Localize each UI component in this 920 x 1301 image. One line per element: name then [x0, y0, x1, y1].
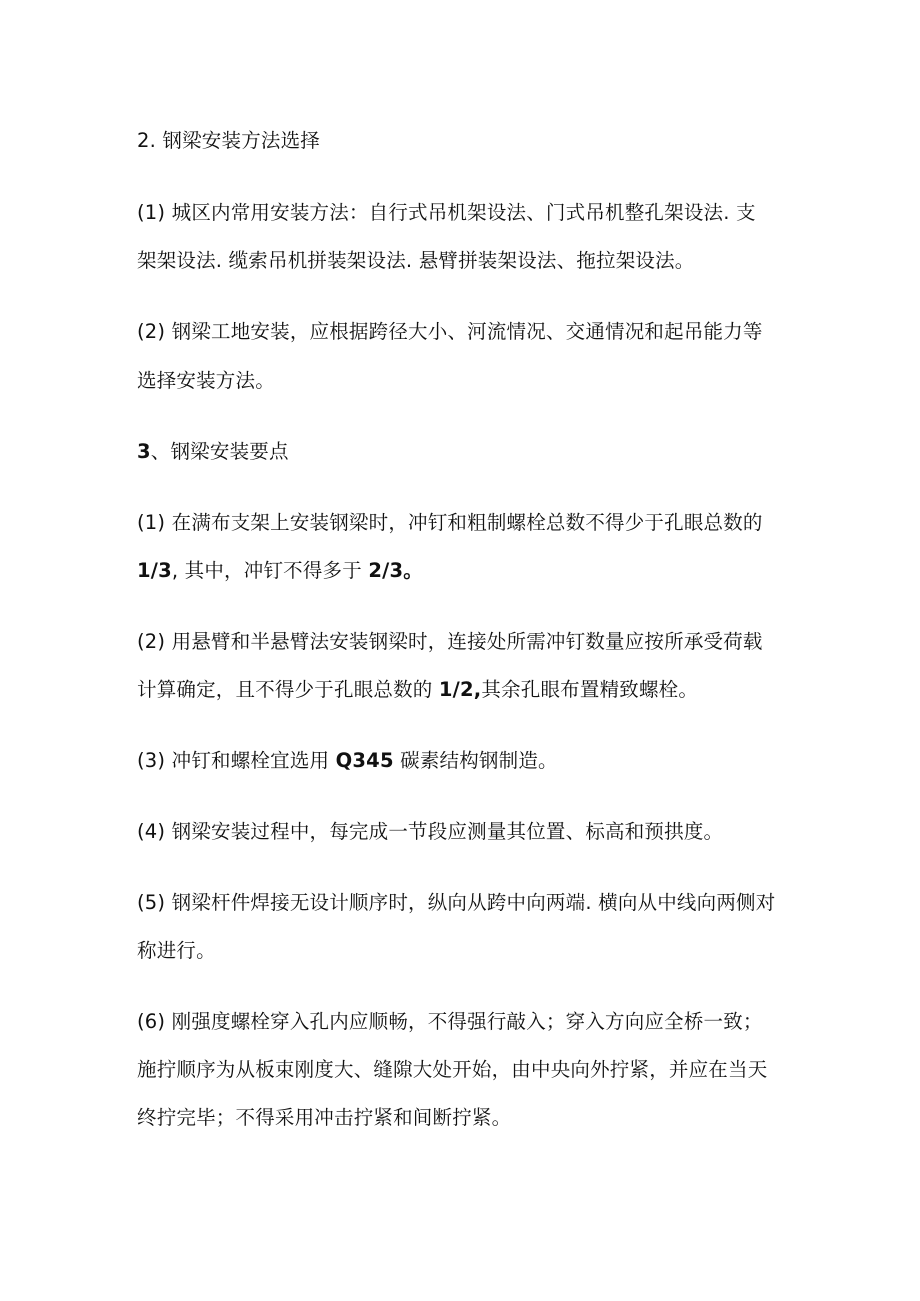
- paragraph-1-line-2: 架架设法. 缆索吊机拼装架设法. 悬臂拼装架设法、拖拉架设法。: [137, 249, 695, 272]
- point-1-line-2: [137, 557, 797, 585]
- fraction-two-thirds: 2/3。: [368, 559, 423, 582]
- paragraph-1-line-1: (1) 城区内常用安装方法：自行式吊机架设法、门式吊机整孔架设法. 支: [137, 201, 756, 224]
- point-6-line-3: 终拧完毕；不得采用冲击拧紧和间断拧紧。: [137, 1106, 512, 1129]
- steel-grade: Q345: [335, 749, 394, 772]
- point-1-text: , 其中，冲钉不得多于: [171, 559, 369, 582]
- point-2-line-1: (2) 用悬臂和半悬臂法安装钢梁时，连接处所需冲钉数量应按所承受荷载: [137, 630, 763, 653]
- section-title: 、钢梁安装要点: [150, 440, 289, 463]
- point-5-line-2: 称进行。: [137, 939, 216, 962]
- point-6-line-1: (6) 刚强度螺栓穿入孔内应顺畅，不得强行敲入；穿入方向应全桥一致；: [137, 1010, 763, 1033]
- paragraph-2-line-2: 选择安装方法。: [137, 369, 275, 392]
- section-heading-3: [137, 438, 797, 466]
- point-2-text-b: 其余孔眼布置精致螺栓。: [481, 678, 699, 701]
- point-4: (4) 钢梁安装过程中，每完成一节段应测量其位置、标高和预拱度。: [137, 820, 724, 843]
- point-1-line-1: (1) 在满布支架上安装钢梁时，冲钉和粗制螺栓总数不得少于孔眼总数的: [137, 511, 763, 534]
- section-heading-2: 2. 钢梁安装方法选择: [137, 129, 321, 152]
- point-2-line-2: [137, 676, 797, 704]
- fraction-one-third: 1/3: [137, 559, 172, 582]
- point-3-text-b: 碳素结构钢制造。: [393, 749, 558, 772]
- point-5-line-1: (5) 钢梁杆件焊接无设计顺序时，纵向从跨中向两端. 横向从中线向两侧对: [137, 891, 776, 914]
- paragraph-2-line-1: (2) 钢梁工地安装，应根据跨径大小、河流情况、交通情况和起吊能力等: [137, 320, 763, 343]
- point-6-line-2: 施拧顺序为从板束刚度大、缝隙大处开始，由中央向外拧紧，并应在当天: [137, 1058, 768, 1081]
- fraction-one-half: 1/2,: [438, 678, 482, 701]
- section-number: 3: [137, 440, 151, 463]
- point-2-text-a: 计算确定，且不得少于孔眼总数的: [137, 678, 439, 701]
- point-3-text-a: (3) 冲钉和螺栓宜选用: [137, 749, 336, 772]
- point-3: [137, 747, 797, 775]
